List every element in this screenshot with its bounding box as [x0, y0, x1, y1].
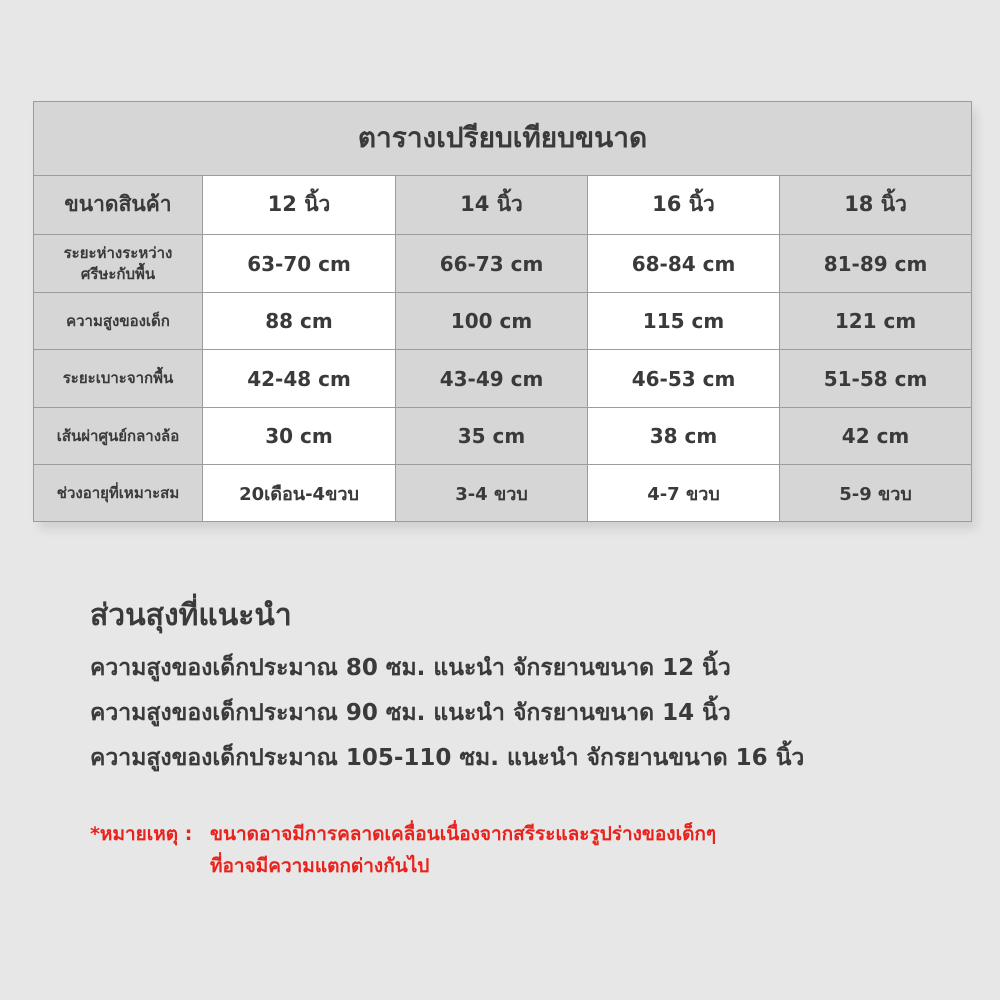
note-row [90, 818, 950, 850]
table-cell: 42-48 cm [203, 350, 396, 408]
table-row [34, 292, 972, 350]
table-title: ตารางเปรียบเทียบขนาด [34, 102, 972, 176]
table-cell: 81-89 cm [780, 235, 972, 293]
table-cell: 121 cm [780, 292, 972, 350]
header-label: ขนาดสินค้า [34, 175, 203, 235]
table-cell: 66-73 cm [396, 235, 588, 293]
table-cell: 88 cm [203, 292, 396, 350]
size-header-16: 16 นิ้ว [588, 175, 780, 235]
table-cell: 115 cm [588, 292, 780, 350]
table-row [34, 407, 972, 465]
row-label-child-height: ความสูงของเด็ก [34, 292, 203, 350]
note-label: *หมายเหตุ : [90, 823, 193, 845]
table-cell: 20เดือน-4ขวบ [203, 465, 396, 522]
row-label-line2: ศรีษะกับพื้น [80, 264, 156, 283]
note-section [90, 818, 950, 882]
recommendation-line: ความสูงของเด็กประมาณ 105-110 ซม. แนะนำ จักรยานขนาด 16 นิ้ว [90, 745, 805, 771]
recommendation-section [90, 592, 970, 786]
recommendation-title: ส่วนสุงที่แนะนำ [90, 598, 292, 633]
size-header-14: 14 นิ้ว [396, 175, 588, 235]
row-label-head-to-ground [34, 235, 203, 293]
table-cell: 4-7 ขวบ [588, 465, 780, 522]
table-cell: 38 cm [588, 407, 780, 465]
row-label-line1: ระยะห่างระหว่าง [63, 243, 173, 262]
table-header-row [34, 175, 972, 235]
table-cell: 63-70 cm [203, 235, 396, 293]
table-row [34, 235, 972, 293]
size-comparison-table-container [33, 101, 970, 521]
table-cell: 30 cm [203, 407, 396, 465]
size-header-18: 18 นิ้ว [780, 175, 972, 235]
table-cell: 68-84 cm [588, 235, 780, 293]
note-text-line1: ขนาดอาจมีการคลาดเคลื่อนเนื่องจากสรีระและรูปร่างของเด็กๆ [210, 823, 717, 845]
table-cell: 51-58 cm [780, 350, 972, 408]
table-cell: 35 cm [396, 407, 588, 465]
row-label-seat-height: ระยะเบาะจากพื้น [34, 350, 203, 408]
table-cell: 100 cm [396, 292, 588, 350]
note-text-line2: ที่อาจมีความแตกต่างกันไป [210, 855, 430, 877]
table-cell: 5-9 ขวบ [780, 465, 972, 522]
row-label-wheel-diameter: เส้นผ่าศูนย์กลางล้อ [34, 407, 203, 465]
table-cell: 46-53 cm [588, 350, 780, 408]
size-header-12: 12 นิ้ว [203, 175, 396, 235]
table-row [34, 465, 972, 522]
table-row [34, 350, 972, 408]
row-label-age-range: ช่วงอายุที่เหมาะสม [34, 465, 203, 522]
size-comparison-table [33, 101, 972, 522]
recommendation-line: ความสูงของเด็กประมาณ 90 ซม. แนะนำ จักรยานขนาด 14 นิ้ว [90, 700, 731, 726]
table-cell: 42 cm [780, 407, 972, 465]
table-cell: 3-4 ขวบ [396, 465, 588, 522]
recommendation-line: ความสูงของเด็กประมาณ 80 ซม. แนะนำ จักรยานขนาด 12 นิ้ว [90, 655, 731, 681]
table-cell: 43-49 cm [396, 350, 588, 408]
